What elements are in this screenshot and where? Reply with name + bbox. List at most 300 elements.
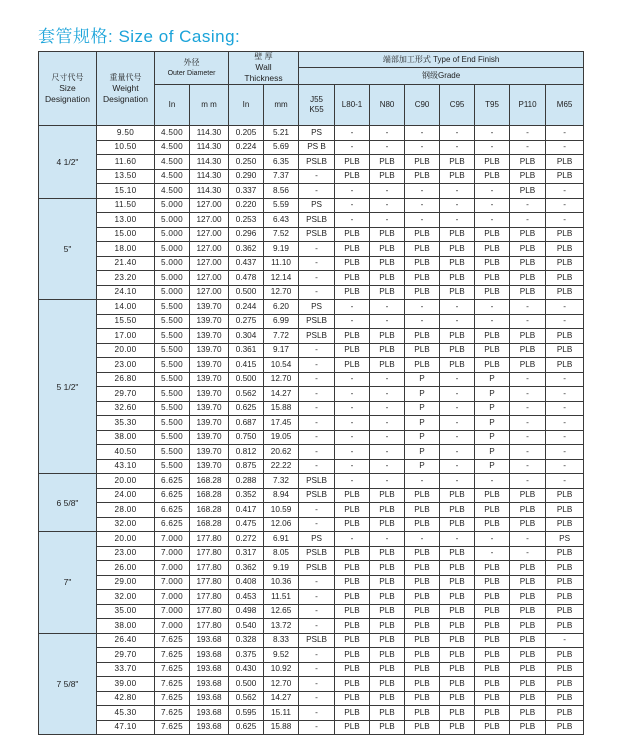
grade-j55-k55-cell: - bbox=[299, 358, 335, 373]
wall-mm-cell: 17.45 bbox=[264, 416, 299, 431]
wall-in-cell: 0.317 bbox=[229, 546, 264, 561]
grade-c90-cell: PLB bbox=[405, 343, 440, 358]
od-mm-cell: 177.80 bbox=[190, 619, 229, 634]
grade-n80-cell: PLB bbox=[370, 517, 405, 532]
grade-p110-cell: PLB bbox=[510, 358, 546, 373]
grade-t95-cell: PLB bbox=[475, 633, 510, 648]
wall-mm-cell: 12.06 bbox=[264, 517, 299, 532]
grade-c90-cell: PLB bbox=[405, 488, 440, 503]
grade-m65-cell: PLB bbox=[546, 488, 584, 503]
grade-j55-k55-cell: - bbox=[299, 677, 335, 692]
wall-mm-cell: 10.59 bbox=[264, 503, 299, 518]
grade-p110-cell: - bbox=[510, 198, 546, 213]
grade-j55-k55-cell: - bbox=[299, 445, 335, 460]
grade-c95-cell: PLB bbox=[440, 503, 475, 518]
wall-mm-cell: 14.27 bbox=[264, 691, 299, 706]
wall-in-cell: 0.595 bbox=[229, 706, 264, 721]
grade-p110-cell: - bbox=[510, 532, 546, 547]
weight-designation-cell: 38.00 bbox=[97, 430, 155, 445]
wall-mm-unit: mm bbox=[264, 85, 299, 126]
grade-p110-cell: - bbox=[510, 314, 546, 329]
od-mm-cell: 114.30 bbox=[190, 155, 229, 170]
casing-size-table bbox=[38, 51, 584, 735]
od-mm-cell: 139.70 bbox=[190, 300, 229, 315]
grade-t95-cell: PLB bbox=[475, 662, 510, 677]
grade-p110-cell: - bbox=[510, 546, 546, 561]
wall-mm-cell: 6.99 bbox=[264, 314, 299, 329]
grade-c90-cell: PLB bbox=[405, 590, 440, 605]
grade-m65-cell: - bbox=[546, 633, 584, 648]
grade-n80-cell: - bbox=[370, 184, 405, 199]
grade-c95-cell: PLB bbox=[440, 720, 475, 735]
grade-j55-k55-cell: - bbox=[299, 575, 335, 590]
grade-j55-k55-cell: PSLB bbox=[299, 314, 335, 329]
od-mm-cell: 193.68 bbox=[190, 677, 229, 692]
od-in-cell: 4.500 bbox=[155, 169, 190, 184]
weight-designation-cell: 35.00 bbox=[97, 604, 155, 619]
grade-m65-cell: - bbox=[546, 401, 584, 416]
grade-header: 钢级Grade bbox=[299, 68, 584, 85]
grade-m65-cell: - bbox=[546, 445, 584, 460]
grade-m65-cell: PLB bbox=[546, 575, 584, 590]
grade-j55-k55-cell: PSLB bbox=[299, 474, 335, 489]
grade-c90-cell: PLB bbox=[405, 358, 440, 373]
grade-n80-cell: PLB bbox=[370, 619, 405, 634]
wall-header-en2: Thickness bbox=[244, 73, 283, 83]
grade-c95-cell: PLB bbox=[440, 691, 475, 706]
grade-p110-cell: PLB bbox=[510, 329, 546, 344]
wall-mm-cell: 8.05 bbox=[264, 546, 299, 561]
grade-n80-cell: PLB bbox=[370, 604, 405, 619]
od-mm-cell: 114.30 bbox=[190, 126, 229, 141]
grade-c95-cell: - bbox=[440, 184, 475, 199]
od-mm-cell: 177.80 bbox=[190, 604, 229, 619]
grade-c95-cell: PLB bbox=[440, 169, 475, 184]
grade-j55-k55-cell: - bbox=[299, 387, 335, 402]
table-row bbox=[39, 155, 584, 170]
grade-t95-cell: PLB bbox=[475, 358, 510, 373]
grade-c95-cell: - bbox=[440, 372, 475, 387]
od-in-cell: 6.625 bbox=[155, 474, 190, 489]
grade-c90-cell: - bbox=[405, 140, 440, 155]
weight-header-en1: Weight bbox=[112, 82, 139, 93]
grade-p110-cell: PLB bbox=[510, 184, 546, 199]
grade-p110-cell: PLB bbox=[510, 242, 546, 257]
od-mm-cell: 114.30 bbox=[190, 169, 229, 184]
od-in-cell: 5.500 bbox=[155, 416, 190, 431]
table-row bbox=[39, 213, 584, 228]
wall-in-cell: 0.478 bbox=[229, 271, 264, 286]
grade-t95-cell: PLB bbox=[475, 227, 510, 242]
grade-c95-cell: PLB bbox=[440, 604, 475, 619]
grade-l80-1-cell: - bbox=[335, 401, 370, 416]
grade-j55-k55-cell: PSLB bbox=[299, 488, 335, 503]
grade-t95: T95 bbox=[475, 85, 510, 126]
grade-t95-cell: PLB bbox=[475, 517, 510, 532]
grade-j55-k55-cell: - bbox=[299, 503, 335, 518]
grade-t95-cell: PLB bbox=[475, 242, 510, 257]
grade-l80-1-cell: PLB bbox=[335, 517, 370, 532]
grade-n80-cell: - bbox=[370, 532, 405, 547]
wall-mm-cell: 22.22 bbox=[264, 459, 299, 474]
grade-m65-cell: PS bbox=[546, 532, 584, 547]
grade-p110-cell: PLB bbox=[510, 633, 546, 648]
weight-designation-cell: 11.50 bbox=[97, 198, 155, 213]
grade-t95-cell: - bbox=[475, 532, 510, 547]
grade-j55-k55-cell: PS bbox=[299, 126, 335, 141]
size-designation-cell: 4 1/2" bbox=[39, 126, 97, 199]
grade-t95-cell: PLB bbox=[475, 706, 510, 721]
od-mm-cell: 114.30 bbox=[190, 184, 229, 199]
wall-in-cell: 0.453 bbox=[229, 590, 264, 605]
wall-mm-cell: 7.52 bbox=[264, 227, 299, 242]
wall-in-cell: 0.362 bbox=[229, 561, 264, 576]
wall-in-cell: 0.875 bbox=[229, 459, 264, 474]
grade-n80-cell: - bbox=[370, 198, 405, 213]
grade-t95-cell: PLB bbox=[475, 285, 510, 300]
grade-t95-cell: PLB bbox=[475, 619, 510, 634]
grade-c90-cell: PLB bbox=[405, 677, 440, 692]
wall-mm-cell: 11.51 bbox=[264, 590, 299, 605]
wall-in-cell: 0.408 bbox=[229, 575, 264, 590]
wall-in-unit: In bbox=[229, 85, 264, 126]
grade-j55-k55-cell: - bbox=[299, 430, 335, 445]
weight-designation-cell: 33.70 bbox=[97, 662, 155, 677]
grade-l80-1-cell: PLB bbox=[335, 590, 370, 605]
od-mm-cell: 193.68 bbox=[190, 648, 229, 663]
grade-c95-cell: - bbox=[440, 387, 475, 402]
wall-in-cell: 0.540 bbox=[229, 619, 264, 634]
grade-p110-cell: - bbox=[510, 459, 546, 474]
grade-j55-k55-cell: - bbox=[299, 720, 335, 735]
weight-designation-cell: 10.50 bbox=[97, 140, 155, 155]
grade-c90-cell: PLB bbox=[405, 546, 440, 561]
grade-l80-1-cell: - bbox=[335, 445, 370, 460]
od-in-cell: 7.000 bbox=[155, 604, 190, 619]
grade-p110-cell: PLB bbox=[510, 169, 546, 184]
grade-m65-cell: PLB bbox=[546, 517, 584, 532]
od-mm-cell: 127.00 bbox=[190, 256, 229, 271]
od-in-unit: In bbox=[155, 85, 190, 126]
grade-n80-cell: PLB bbox=[370, 329, 405, 344]
od-mm-unit: m m bbox=[190, 85, 229, 126]
grade-m65-cell: PLB bbox=[546, 648, 584, 663]
grade-n80-cell: - bbox=[370, 401, 405, 416]
grade-n80-cell: PLB bbox=[370, 256, 405, 271]
grade-c90-cell: PLB bbox=[405, 271, 440, 286]
grade-c95-cell: PLB bbox=[440, 517, 475, 532]
grade-c95-cell: PLB bbox=[440, 648, 475, 663]
od-mm-cell: 127.00 bbox=[190, 213, 229, 228]
grade-n80-cell: PLB bbox=[370, 575, 405, 590]
grade-j55-k55-cell: PSLB bbox=[299, 546, 335, 561]
grade-l80-1-cell: PLB bbox=[335, 169, 370, 184]
grade-m65-cell: PLB bbox=[546, 604, 584, 619]
grade-t95-cell: - bbox=[475, 300, 510, 315]
grade-m65-cell: - bbox=[546, 430, 584, 445]
od-in-cell: 5.000 bbox=[155, 271, 190, 286]
grade-p110-cell: PLB bbox=[510, 285, 546, 300]
grade-p110-cell: - bbox=[510, 140, 546, 155]
table-row bbox=[39, 604, 584, 619]
wall-mm-cell: 10.92 bbox=[264, 662, 299, 677]
grade-n80: N80 bbox=[370, 85, 405, 126]
weight-designation-cell: 40.50 bbox=[97, 445, 155, 460]
grade-m65-cell: PLB bbox=[546, 329, 584, 344]
grade-m65-cell: - bbox=[546, 459, 584, 474]
od-mm-cell: 127.00 bbox=[190, 285, 229, 300]
grade-c95-cell: - bbox=[440, 126, 475, 141]
table-row bbox=[39, 271, 584, 286]
grade-n80-cell: PLB bbox=[370, 169, 405, 184]
grade-c90-cell: - bbox=[405, 198, 440, 213]
grade-c95-cell: PLB bbox=[440, 343, 475, 358]
od-in-cell: 5.500 bbox=[155, 358, 190, 373]
od-in-cell: 5.500 bbox=[155, 329, 190, 344]
wall-in-cell: 0.500 bbox=[229, 677, 264, 692]
size-designation-cell: 5 1/2" bbox=[39, 300, 97, 474]
wall-mm-cell: 6.35 bbox=[264, 155, 299, 170]
grade-j55-k55-cell: - bbox=[299, 706, 335, 721]
grade-n80-cell: PLB bbox=[370, 648, 405, 663]
wall-mm-cell: 9.52 bbox=[264, 648, 299, 663]
grade-j55-k55-cell: PSLB bbox=[299, 329, 335, 344]
od-in-cell: 7.625 bbox=[155, 677, 190, 692]
grade-c90-cell: - bbox=[405, 300, 440, 315]
wall-in-cell: 0.352 bbox=[229, 488, 264, 503]
wall-in-cell: 0.500 bbox=[229, 285, 264, 300]
grade-c95-cell: PLB bbox=[440, 256, 475, 271]
grade-n80-cell: PLB bbox=[370, 590, 405, 605]
weight-designation-cell: 39.00 bbox=[97, 677, 155, 692]
grade-n80-cell: PLB bbox=[370, 691, 405, 706]
grade-c95-cell: PLB bbox=[440, 488, 475, 503]
od-in-cell: 5.000 bbox=[155, 213, 190, 228]
grade-m65-cell: - bbox=[546, 416, 584, 431]
grade-j55-k55-cell: - bbox=[299, 459, 335, 474]
table-row bbox=[39, 445, 584, 460]
size-designation-cell: 7" bbox=[39, 532, 97, 634]
wall-mm-cell: 5.21 bbox=[264, 126, 299, 141]
od-mm-cell: 193.68 bbox=[190, 706, 229, 721]
grade-c90-cell: - bbox=[405, 532, 440, 547]
grade-c90-cell: PLB bbox=[405, 575, 440, 590]
weight-designation-cell: 32.00 bbox=[97, 590, 155, 605]
grade-c95-cell: - bbox=[440, 213, 475, 228]
table-row bbox=[39, 459, 584, 474]
grade-c90-cell: - bbox=[405, 314, 440, 329]
grade-m65-cell: PLB bbox=[546, 662, 584, 677]
size-header-en1: Size bbox=[59, 82, 76, 93]
wall-in-cell: 0.337 bbox=[229, 184, 264, 199]
size-header-cn: 尺寸代号 bbox=[51, 72, 84, 82]
grade-m65-cell: PLB bbox=[546, 256, 584, 271]
grade-n80-cell: PLB bbox=[370, 662, 405, 677]
grade-m65-cell: PLB bbox=[546, 706, 584, 721]
wall-in-cell: 0.275 bbox=[229, 314, 264, 329]
page-title: 套管规格: Size of Casing: bbox=[38, 27, 241, 46]
grade-c95-cell: PLB bbox=[440, 358, 475, 373]
wall-mm-cell: 11.10 bbox=[264, 256, 299, 271]
table-row bbox=[39, 401, 584, 416]
wall-mm-cell: 8.33 bbox=[264, 633, 299, 648]
od-in-cell: 5.500 bbox=[155, 314, 190, 329]
grade-l80-1-cell: PLB bbox=[335, 227, 370, 242]
table-row bbox=[39, 720, 584, 735]
grade-l80-1-cell: PLB bbox=[335, 604, 370, 619]
wall-header-en1: Wall bbox=[255, 62, 272, 72]
od-in-cell: 5.000 bbox=[155, 256, 190, 271]
grade-p110-cell: PLB bbox=[510, 575, 546, 590]
grade-c90-cell: PLB bbox=[405, 720, 440, 735]
od-mm-cell: 139.70 bbox=[190, 401, 229, 416]
grade-c90-cell: PLB bbox=[405, 256, 440, 271]
table-row bbox=[39, 169, 584, 184]
grade-c90-cell: PLB bbox=[405, 561, 440, 576]
od-mm-cell: 177.80 bbox=[190, 575, 229, 590]
grade-p110-cell: - bbox=[510, 300, 546, 315]
grade-n80-cell: - bbox=[370, 445, 405, 460]
grade-n80-cell: PLB bbox=[370, 155, 405, 170]
weight-designation-cell: 13.00 bbox=[97, 213, 155, 228]
wall-mm-cell: 10.36 bbox=[264, 575, 299, 590]
weight-designation-cell: 28.00 bbox=[97, 503, 155, 518]
grade-c90-cell: P bbox=[405, 445, 440, 460]
grade-c90-cell: P bbox=[405, 430, 440, 445]
weight-designation-cell: 26.80 bbox=[97, 372, 155, 387]
grade-m65-cell: PLB bbox=[546, 343, 584, 358]
table-row bbox=[39, 532, 584, 547]
grade-n80-cell: PLB bbox=[370, 242, 405, 257]
grade-n80-cell: PLB bbox=[370, 285, 405, 300]
grade-p110-cell: PLB bbox=[510, 604, 546, 619]
grade-t95-cell: PLB bbox=[475, 343, 510, 358]
grade-c90-cell: P bbox=[405, 372, 440, 387]
weight-designation-cell: 21.40 bbox=[97, 256, 155, 271]
table-row bbox=[39, 517, 584, 532]
grade-p110-cell: PLB bbox=[510, 720, 546, 735]
grade-c90-cell: PLB bbox=[405, 329, 440, 344]
grade-l80-1-cell: PLB bbox=[335, 720, 370, 735]
grade-n80-cell: PLB bbox=[370, 488, 405, 503]
weight-designation-cell: 15.50 bbox=[97, 314, 155, 329]
grade-l80-1: L80-1 bbox=[335, 85, 370, 126]
grade-l80-1-cell: - bbox=[335, 372, 370, 387]
wall-in-cell: 0.375 bbox=[229, 648, 264, 663]
grade-c90-cell: - bbox=[405, 213, 440, 228]
od-mm-cell: 139.70 bbox=[190, 329, 229, 344]
grade-j55-k55-cell: PS bbox=[299, 300, 335, 315]
grade-c90-cell: - bbox=[405, 184, 440, 199]
weight-designation-cell: 17.00 bbox=[97, 329, 155, 344]
grade-t95-cell: - bbox=[475, 546, 510, 561]
od-mm-cell: 139.70 bbox=[190, 314, 229, 329]
weight-designation-cell: 23.00 bbox=[97, 546, 155, 561]
grade-c95-cell: - bbox=[440, 300, 475, 315]
grade-j55-k55-cell: PS bbox=[299, 532, 335, 547]
grade-j55-k55-cell: - bbox=[299, 619, 335, 634]
size-header-en2: Designation bbox=[45, 93, 90, 104]
wall-mm-cell: 6.43 bbox=[264, 213, 299, 228]
table-row bbox=[39, 184, 584, 199]
od-mm-cell: 139.70 bbox=[190, 387, 229, 402]
od-in-cell: 5.000 bbox=[155, 242, 190, 257]
weight-designation-cell: 9.50 bbox=[97, 126, 155, 141]
grade-c90-cell: P bbox=[405, 459, 440, 474]
wall-in-cell: 0.361 bbox=[229, 343, 264, 358]
grade-j55-k55-cell: - bbox=[299, 648, 335, 663]
wall-in-cell: 0.328 bbox=[229, 633, 264, 648]
wall-in-cell: 0.304 bbox=[229, 329, 264, 344]
grade-p110-cell: PLB bbox=[510, 590, 546, 605]
weight-designation-cell: 20.00 bbox=[97, 532, 155, 547]
grade-m65-cell: - bbox=[546, 213, 584, 228]
grade-l80-1-cell: PLB bbox=[335, 285, 370, 300]
grade-l80-1-cell: - bbox=[335, 314, 370, 329]
od-in-cell: 7.000 bbox=[155, 561, 190, 576]
grade-t95-cell: P bbox=[475, 372, 510, 387]
wall-mm-cell: 9.17 bbox=[264, 343, 299, 358]
weight-designation-cell: 24.10 bbox=[97, 285, 155, 300]
grade-l80-1-cell: - bbox=[335, 184, 370, 199]
grade-n80-cell: PLB bbox=[370, 720, 405, 735]
grade-m65-cell: - bbox=[546, 314, 584, 329]
grade-c95-cell: PLB bbox=[440, 227, 475, 242]
grade-c95-cell: - bbox=[440, 416, 475, 431]
wall-mm-cell: 13.72 bbox=[264, 619, 299, 634]
od-in-cell: 5.500 bbox=[155, 459, 190, 474]
wall-mm-cell: 15.88 bbox=[264, 401, 299, 416]
grade-j55-k55-cell: - bbox=[299, 691, 335, 706]
weight-designation-cell: 20.00 bbox=[97, 474, 155, 489]
wall-in-cell: 0.296 bbox=[229, 227, 264, 242]
grade-m65-cell: - bbox=[546, 126, 584, 141]
weight-designation-cell: 32.60 bbox=[97, 401, 155, 416]
grade-n80-cell: - bbox=[370, 416, 405, 431]
wall-mm-cell: 12.70 bbox=[264, 285, 299, 300]
wall-in-cell: 0.812 bbox=[229, 445, 264, 460]
grade-c95-cell: PLB bbox=[440, 706, 475, 721]
table-row bbox=[39, 242, 584, 257]
grade-j55-k55-cell: - bbox=[299, 604, 335, 619]
grade-n80-cell: PLB bbox=[370, 271, 405, 286]
grade-n80-cell: PLB bbox=[370, 227, 405, 242]
table-row bbox=[39, 648, 584, 663]
grade-l80-1-cell: - bbox=[335, 387, 370, 402]
grade-c95-cell: PLB bbox=[440, 329, 475, 344]
od-mm-cell: 127.00 bbox=[190, 198, 229, 213]
table-row bbox=[39, 372, 584, 387]
grade-l80-1-cell: PLB bbox=[335, 575, 370, 590]
table-row bbox=[39, 126, 584, 141]
wall-mm-cell: 8.56 bbox=[264, 184, 299, 199]
wall-mm-cell: 12.70 bbox=[264, 677, 299, 692]
od-mm-cell: 193.68 bbox=[190, 662, 229, 677]
od-in-cell: 5.500 bbox=[155, 300, 190, 315]
wall-mm-cell: 9.19 bbox=[264, 561, 299, 576]
table-row bbox=[39, 416, 584, 431]
grade-c95-cell: PLB bbox=[440, 590, 475, 605]
grade-c95-cell: - bbox=[440, 401, 475, 416]
grade-j55-k55-cell: - bbox=[299, 343, 335, 358]
wall-mm-cell: 6.20 bbox=[264, 300, 299, 315]
wall-mm-cell: 14.27 bbox=[264, 387, 299, 402]
grade-l80-1-cell: PLB bbox=[335, 619, 370, 634]
grade-n80-cell: - bbox=[370, 300, 405, 315]
grade-p110-cell: - bbox=[510, 213, 546, 228]
grade-t95-cell: - bbox=[475, 314, 510, 329]
table-row bbox=[39, 503, 584, 518]
